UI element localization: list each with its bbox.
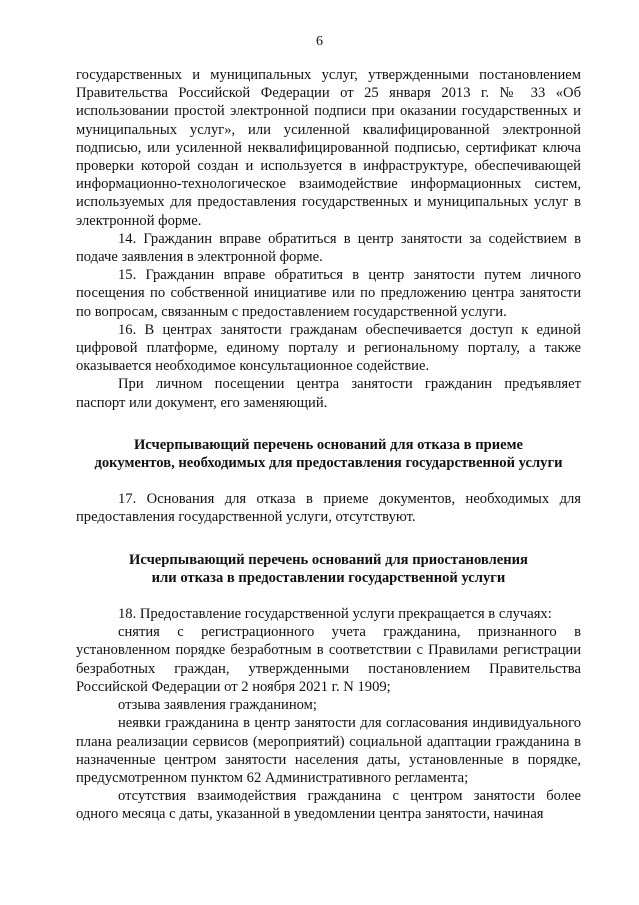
paragraph: отсутствия взаимодействия гражданина с центром занятости более одного месяца с даты, указанной в уведомлении центра занятости, начиная	[76, 788, 581, 823]
page-number: 6	[316, 34, 323, 49]
section-heading-line: или отказа в предоставлении государственной услуги	[151, 569, 506, 586]
spacer	[76, 587, 581, 605]
paragraph: 15. Гражданин вправе обратиться в центр занятости путем личного посещения по собственной инициативе или по предложению центра занятости по вопросам, связанным с предоставлением государственной услуги.	[76, 267, 581, 320]
paragraph: снятия с регистрационного учета гражданина, признанного в установленном порядке безработным в соответствии с Правилами регистрации безработных граждан, утвержденными постановлением Правительства Российской Федерации от 2 ноября 2021 г. N 1909;	[76, 624, 581, 695]
paragraph: 14. Гражданин вправе обратиться в центр занятости за содействием в подаче заявления в электронной форме.	[76, 230, 581, 266]
document-body	[76, 66, 581, 824]
spacer	[76, 412, 581, 436]
paragraph: 16. В центрах занятости гражданам обеспечивается доступ к единой цифровой платформе, единому порталу и региональному порталу, а также оказывается необходимое консультационное содействие.	[76, 321, 581, 375]
section-heading-line: Исчерпывающий перечень оснований для отказа в приеме	[133, 436, 524, 453]
section-heading-line: Исчерпывающий перечень оснований для приостановления	[129, 551, 528, 568]
paragraph: При личном посещении центра занятости гражданин предъявляет паспорт или документ, его заменяющий.	[76, 376, 581, 411]
section-heading-1	[76, 436, 581, 472]
section-heading-line: документов, необходимых для предоставления государственной услуги	[94, 455, 563, 472]
spacer	[76, 472, 581, 490]
paragraph: неявки гражданина в центр занятости для согласования индивидуального плана реализации сервисов (мероприятий) социальной адаптации гражданина в назначенные центром занятости населения даты, установленные в порядке, предусмотренном пунктом 62 Административного регламента;	[76, 715, 581, 786]
spacer	[76, 527, 581, 551]
section-heading-2	[76, 551, 581, 587]
paragraph: государственных и муниципальных услуг, утвержденными постановлением Правительства Российской Федерации от 25 января 2013 г. № 33 «Об использовании простой электронной подписи при оказании государственных и муниципальных услуг», или усиленной квалифицированной электронной подписью, или усиленной неквалифицированной подписью, сертификат ключа проверки которой создан и используется в инфраструктуре, обеспечивающей информационно-технологическое взаимодействие информационных систем, используемых для предоставления государственных и муниципальных услуг в электронной форме.	[76, 67, 581, 229]
paragraph: 18. Предоставление государственной услуги прекращается в случаях:	[118, 606, 552, 623]
paragraph: отзыва заявления гражданином;	[118, 697, 317, 714]
paragraph: 17. Основания для отказа в приеме документов, необходимых для предоставления государственной услуги, отсутствуют.	[76, 491, 581, 526]
